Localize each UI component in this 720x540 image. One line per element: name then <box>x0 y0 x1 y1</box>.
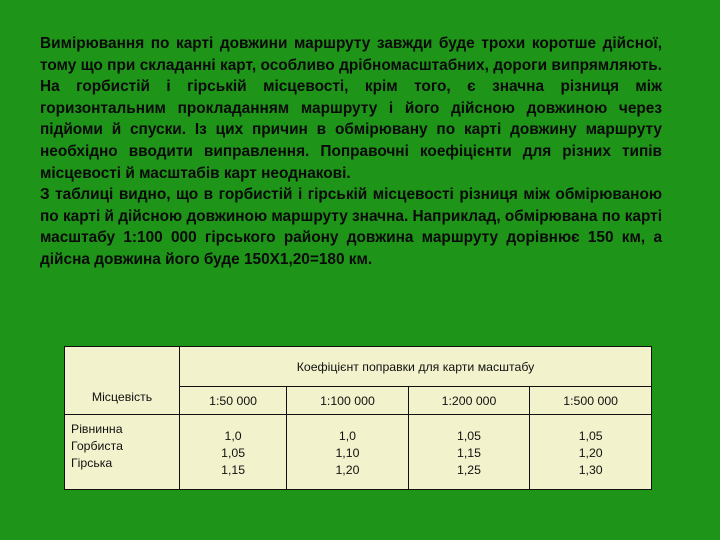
coefficient-group-header: Коефіцієнт поправки для карти масштабу <box>180 347 652 387</box>
location-name: Горбиста <box>71 439 123 453</box>
scale-header: 1:50 000 <box>180 387 287 415</box>
coefficient-value: 1,05 <box>457 429 481 443</box>
paragraph-2: З таблиці видно, що в горбистій і гірській місцевості різниця між обмірюваною по карті й дійсною довжиною маршруту значна. Наприклад, обмірювана по карті масштабу 1:100 000 гірського району довжина маршруту дорівнює 150 км, а дійсна довжина його буде 150Х1,20=180 км. <box>40 186 662 268</box>
location-list <box>65 415 180 490</box>
coefficient-value: 1,10 <box>335 446 360 460</box>
coefficient-value: 1,05 <box>578 429 603 443</box>
coefficient-column <box>408 415 530 490</box>
coefficient-value: 1,05 <box>221 446 246 460</box>
coefficient-value: 1,15 <box>221 463 246 477</box>
coefficient-value: 1,20 <box>578 446 603 460</box>
coefficient-value: 1,15 <box>457 446 481 460</box>
coefficient-column <box>530 415 652 490</box>
coefficient-value: 1,20 <box>335 463 360 477</box>
body-text <box>40 33 662 271</box>
paragraph-1: Вимірювання по карті довжини маршруту завжди буде трохи коротше дійсної, тому що при складанні карт, особливо дрібномасштабних, дороги випрямляють. На горбистій і гірській місцевості, крім того, є значна різниця між горизонтальним прокладанням маршруту і його дійсною довжиною через підйоми й спуски. Із цих причин в обмірювану по карті довжину маршруту необхідно вводити виправлення. Поправочні коефіцієнти для різних типів місцевості й масштабів карт неоднакові. <box>40 35 662 182</box>
coefficient-value: 1,0 <box>338 429 356 443</box>
correction-coefficient-table <box>64 346 652 490</box>
coefficient-column <box>180 415 287 490</box>
coefficient-column <box>287 415 409 490</box>
coefficient-value: 1,30 <box>578 463 603 477</box>
coefficient-value: 1,25 <box>457 463 481 477</box>
coefficient-value: 1,0 <box>224 429 242 443</box>
location-name: Рівнинна <box>71 422 123 436</box>
location-header: Місцевість <box>65 347 180 415</box>
scale-header: 1:100 000 <box>287 387 409 415</box>
scale-header: 1:500 000 <box>530 387 652 415</box>
scale-header: 1:200 000 <box>408 387 530 415</box>
location-name: Гірська <box>71 456 113 470</box>
